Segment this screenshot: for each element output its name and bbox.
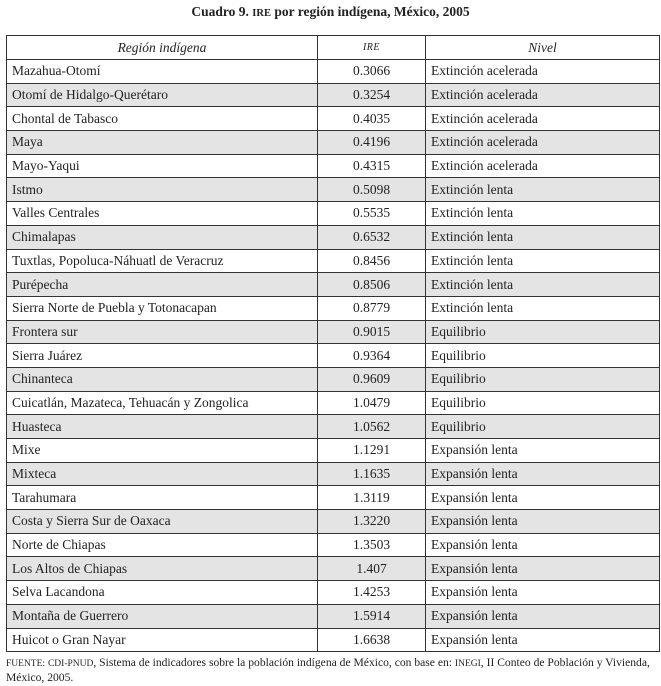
cell-ire: 1.0479	[318, 391, 426, 415]
cell-region: Norte de Chiapas	[7, 533, 318, 557]
cell-ire: 0.3066	[318, 60, 426, 84]
cell-region: Valles Centrales	[7, 202, 318, 226]
cell-nivel: Extinción lenta	[426, 178, 660, 202]
title-prefix: Cuadro 9.	[191, 4, 249, 19]
table-row	[7, 60, 660, 84]
cell-region: Los Altos de Chiapas	[7, 557, 318, 581]
cell-nivel: Extinción acelerada	[426, 131, 660, 155]
table-row	[7, 225, 660, 249]
table-title	[0, 4, 661, 20]
cell-ire: 0.8779	[318, 296, 426, 320]
cell-ire: 0.3254	[318, 83, 426, 107]
cell-ire: 1.3503	[318, 533, 426, 557]
table-row	[7, 486, 660, 510]
cell-region: Montaña de Guerrero	[7, 604, 318, 628]
cell-nivel: Equilibrio	[426, 344, 660, 368]
table-row	[7, 320, 660, 344]
cell-nivel: Expansión lenta	[426, 462, 660, 486]
cell-ire: 1.3220	[318, 510, 426, 534]
footnote	[6, 656, 661, 685]
cell-nivel: Extinción lenta	[426, 249, 660, 273]
footnote-org2: INEGI	[454, 659, 481, 669]
table-row	[7, 439, 660, 463]
cell-ire: 0.5535	[318, 202, 426, 226]
cell-ire: 1.3119	[318, 486, 426, 510]
cell-nivel: Equilibrio	[426, 391, 660, 415]
cell-region: Huicot o Gran Nayar	[7, 628, 318, 652]
table-row	[7, 391, 660, 415]
cell-region: Costa y Sierra Sur de Oaxaca	[7, 510, 318, 534]
cell-nivel: Expansión lenta	[426, 533, 660, 557]
cell-nivel: Expansión lenta	[426, 581, 660, 605]
cell-ire: 0.9609	[318, 367, 426, 391]
header-ire: IRE	[318, 36, 426, 60]
footnote-text2: , II Conteo de Población y Vivienda, México, 2005.	[6, 656, 650, 684]
cell-ire: 0.4315	[318, 154, 426, 178]
cell-ire: 0.8506	[318, 273, 426, 297]
cell-nivel: Extinción lenta	[426, 202, 660, 226]
table-row	[7, 415, 660, 439]
cell-region: Mixe	[7, 439, 318, 463]
table-row	[7, 533, 660, 557]
footnote-org: CDI-PNUD	[47, 659, 94, 669]
cell-ire: 0.6532	[318, 225, 426, 249]
cell-region: Frontera sur	[7, 320, 318, 344]
cell-region: Sierra Norte de Puebla y Totonacapan	[7, 296, 318, 320]
cell-ire: 0.8456	[318, 249, 426, 273]
cell-region: Selva Lacandona	[7, 581, 318, 605]
table-row	[7, 367, 660, 391]
cell-ire: 1.1635	[318, 462, 426, 486]
table-row	[7, 296, 660, 320]
table-row	[7, 628, 660, 652]
table-row	[7, 83, 660, 107]
cell-region: Tarahumara	[7, 486, 318, 510]
cell-region: Chinanteca	[7, 367, 318, 391]
cell-ire: 1.0562	[318, 415, 426, 439]
cell-nivel: Expansión lenta	[426, 439, 660, 463]
cell-region: Chontal de Tabasco	[7, 107, 318, 131]
header-region: Región indígena	[7, 36, 318, 60]
cell-ire: 0.9364	[318, 344, 426, 368]
table-row	[7, 510, 660, 534]
cell-nivel: Extinción lenta	[426, 273, 660, 297]
cell-nivel: Expansión lenta	[426, 628, 660, 652]
cell-region: Huasteca	[7, 415, 318, 439]
cell-nivel: Expansión lenta	[426, 510, 660, 534]
table-row	[7, 581, 660, 605]
cell-ire: 0.9015	[318, 320, 426, 344]
cell-region: Cuicatlán, Mazateca, Tehuacán y Zongolica	[7, 391, 318, 415]
cell-nivel: Extinción acelerada	[426, 83, 660, 107]
cell-nivel: Extinción acelerada	[426, 107, 660, 131]
cell-region: Istmo	[7, 178, 318, 202]
cell-region: Purépecha	[7, 273, 318, 297]
cell-nivel: Equilibrio	[426, 367, 660, 391]
cell-ire: 1.6638	[318, 628, 426, 652]
table-row	[7, 154, 660, 178]
table-row	[7, 344, 660, 368]
cell-region: Otomí de Hidalgo-Querétaro	[7, 83, 318, 107]
header-row	[7, 36, 660, 60]
header-nivel: Nivel	[426, 36, 660, 60]
cell-nivel: Equilibrio	[426, 415, 660, 439]
cell-region: Maya	[7, 131, 318, 155]
ire-table	[6, 35, 660, 652]
cell-ire: 0.4196	[318, 131, 426, 155]
cell-region: Mazahua-Otomí	[7, 60, 318, 84]
table-row	[7, 178, 660, 202]
cell-ire: 1.407	[318, 557, 426, 581]
table-row	[7, 462, 660, 486]
table-row	[7, 131, 660, 155]
title-rest: por región indígena, México, 2005	[274, 4, 470, 19]
table-row	[7, 557, 660, 581]
cell-region: Mixteca	[7, 462, 318, 486]
table-row	[7, 202, 660, 226]
cell-ire: 1.5914	[318, 604, 426, 628]
cell-nivel: Equilibrio	[426, 320, 660, 344]
cell-region: Mayo-Yaqui	[7, 154, 318, 178]
cell-nivel: Extinción lenta	[426, 296, 660, 320]
cell-region: Tuxtlas, Popoluca-Náhuatl de Veracruz	[7, 249, 318, 273]
cell-region: Chimalapas	[7, 225, 318, 249]
cell-nivel: Expansión lenta	[426, 557, 660, 581]
cell-ire: 1.4253	[318, 581, 426, 605]
cell-nivel: Expansión lenta	[426, 604, 660, 628]
cell-nivel: Extinción acelerada	[426, 60, 660, 84]
cell-region: Sierra Juárez	[7, 344, 318, 368]
table-row	[7, 273, 660, 297]
table-row	[7, 604, 660, 628]
cell-ire: 0.4035	[318, 107, 426, 131]
cell-ire: 0.5098	[318, 178, 426, 202]
cell-ire: 1.1291	[318, 439, 426, 463]
table-row	[7, 107, 660, 131]
footnote-text1: , Sistema de indicadores sobre la población indígena de México, con base en:	[93, 656, 455, 669]
cell-nivel: Expansión lenta	[426, 486, 660, 510]
title-abbr: IRE	[252, 8, 271, 19]
cell-nivel: Extinción acelerada	[426, 154, 660, 178]
footnote-label: FUENTE:	[6, 659, 46, 669]
table-row	[7, 249, 660, 273]
cell-nivel: Extinción lenta	[426, 225, 660, 249]
